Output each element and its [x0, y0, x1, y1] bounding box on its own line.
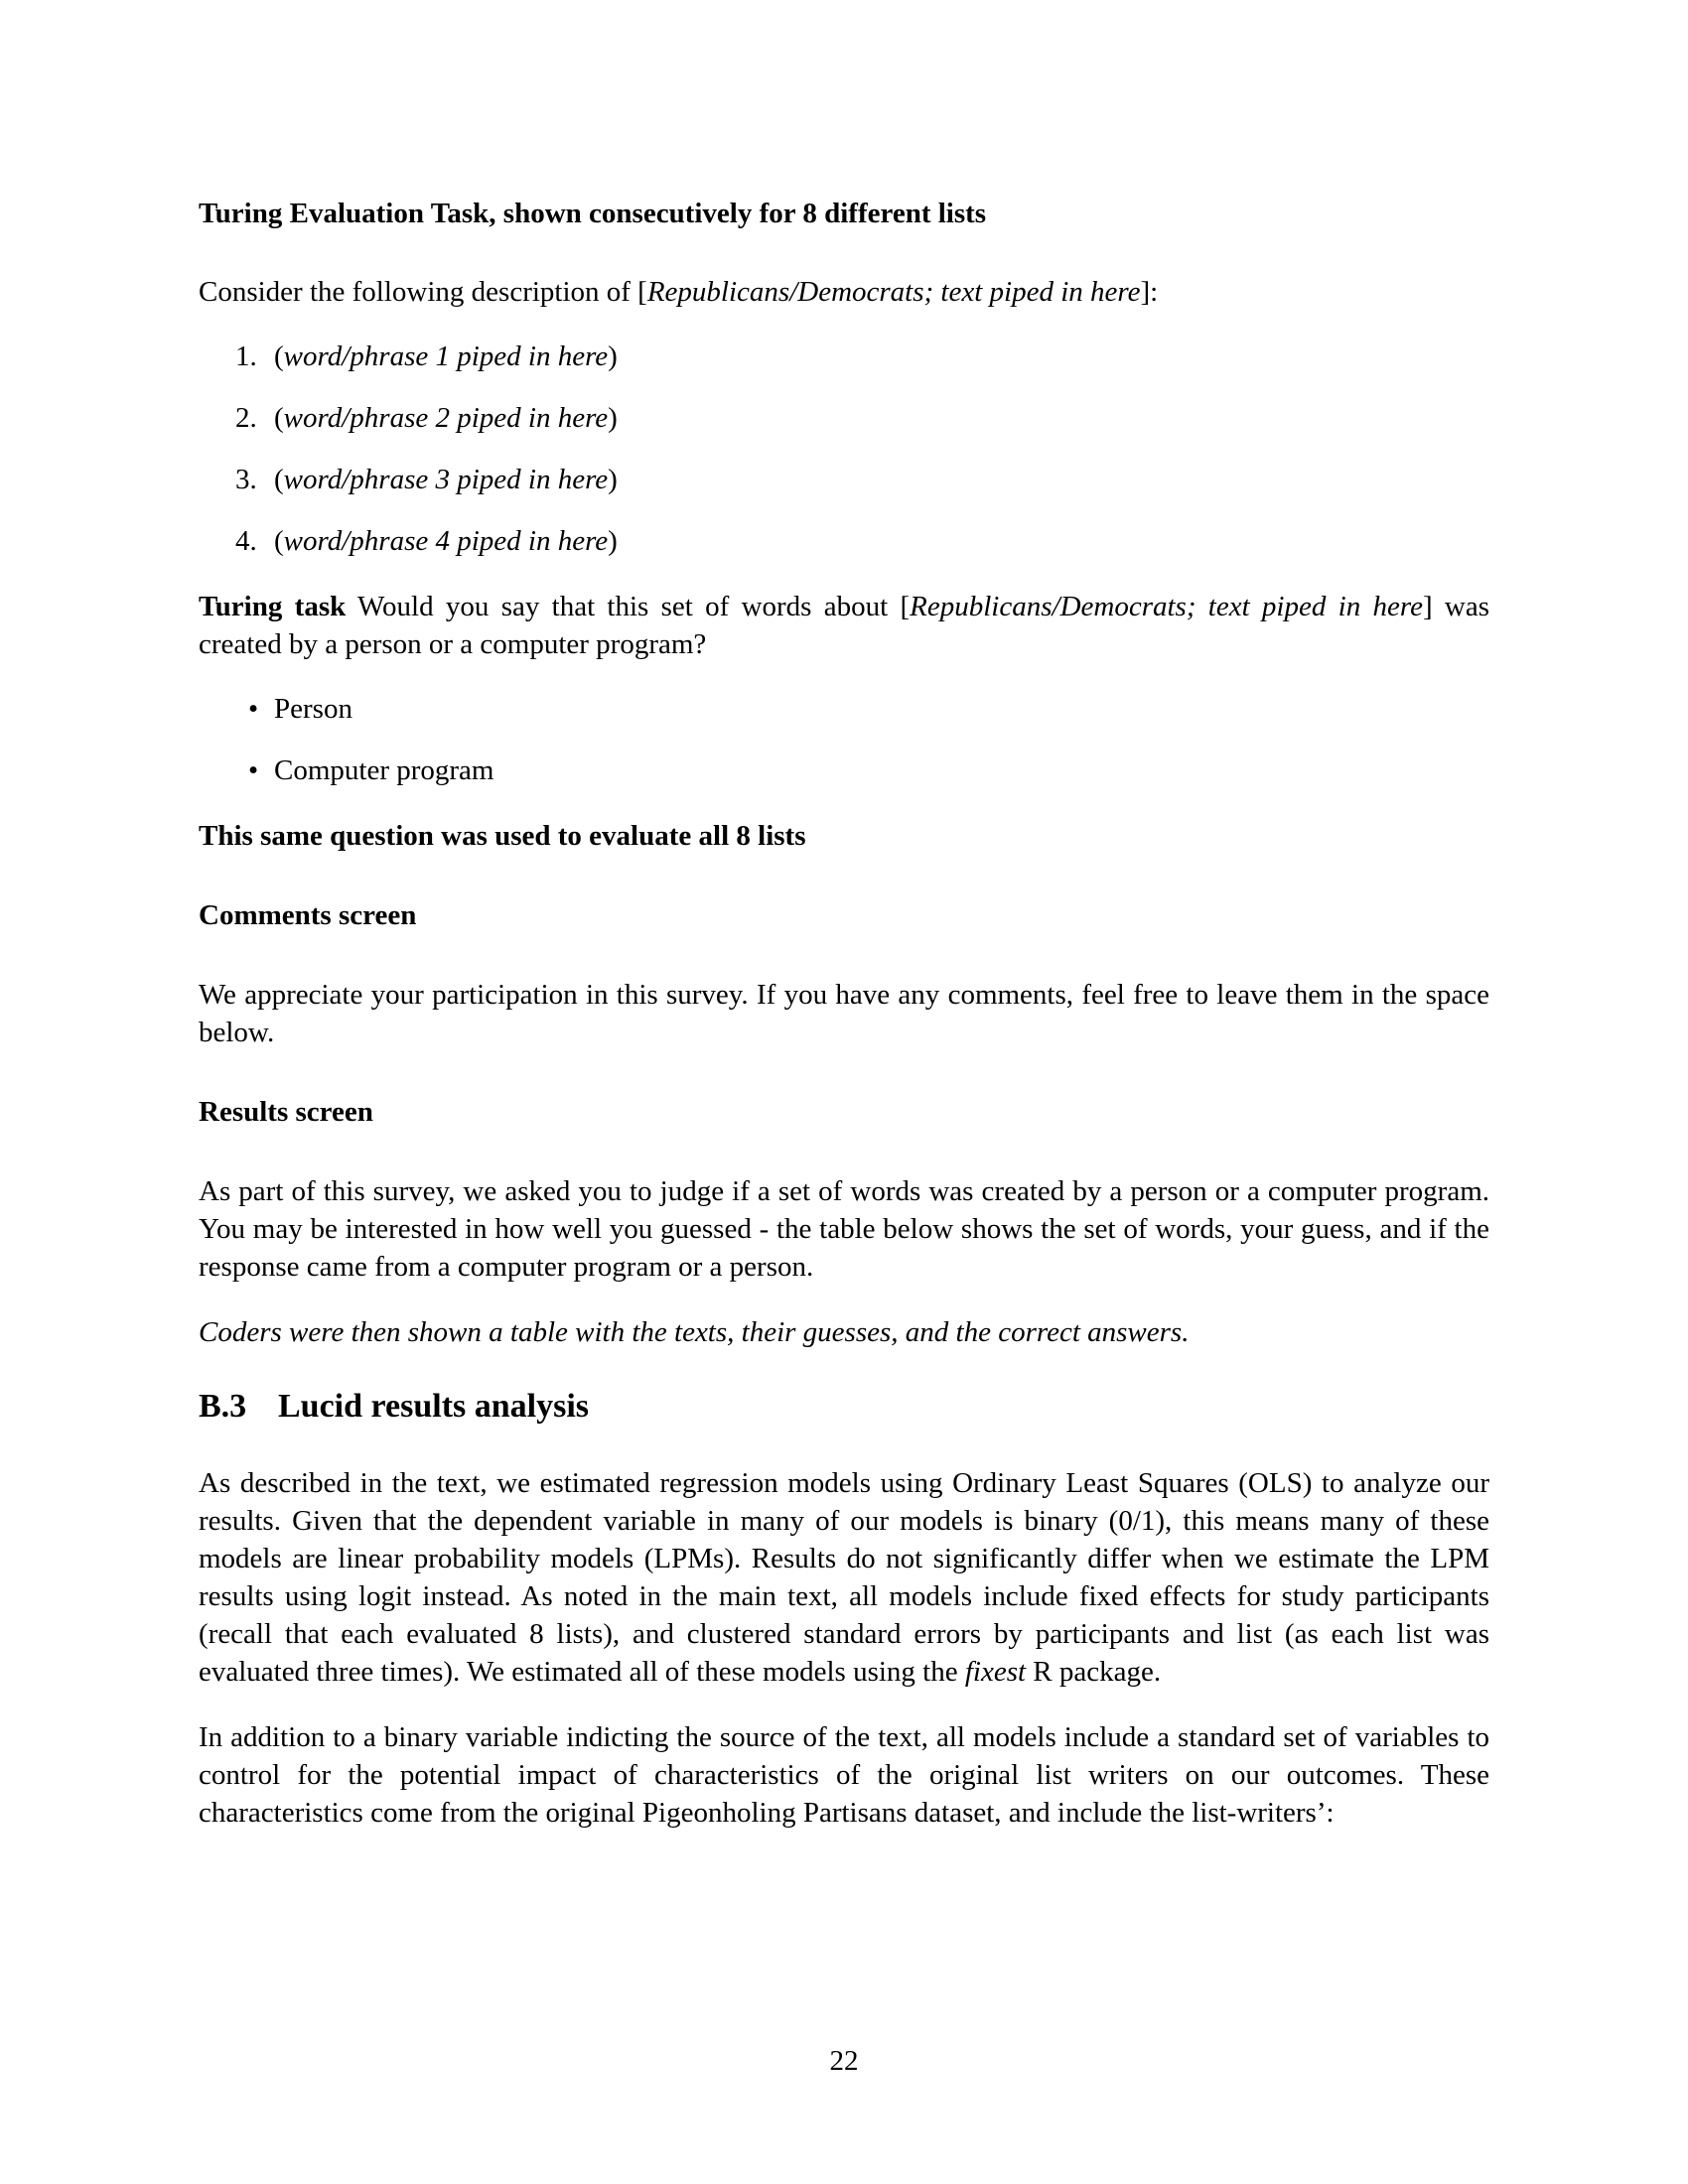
heading-comments-screen: Comments screen [199, 899, 417, 931]
comments-paragraph: We appreciate your participation in this survey. If you have any comments, feel free to leave them in the space below. [199, 979, 1489, 1048]
list-item: 3. (word/phrase 3 piped in here) [199, 461, 1489, 522]
section-heading [199, 1385, 1489, 1429]
list-item [199, 690, 1489, 751]
turing-task-paragraph: Turing task Would you say that this set of words about [Republicans/Democrats; text piped in here] was created by a person or a computer program? [199, 591, 1490, 660]
list-item: 2. (word/phrase 2 piped in here) [199, 399, 1489, 461]
bullet-icon: • [248, 693, 259, 725]
bullet-icon: • [248, 754, 259, 786]
heading-turing-evaluation: Turing Evaluation Task, shown consecutively for 8 different lists [199, 198, 987, 229]
coders-note: Coders were then shown a table with the texts, their guesses, and the correct answers. [199, 1316, 1190, 1348]
consider-before: Consider the following description of [ [199, 276, 647, 308]
list-item [199, 751, 1489, 813]
heading-same-question: This same question was used to evaluate all 8 lists [199, 820, 806, 852]
list-number: 1. [235, 341, 257, 372]
analysis-paragraph-2: In addition to a binary variable indicting the source of the text, all models include a standard set of variables to control for the potential impact of characteristics of the original list writers on our outcomes. These characteristics come from the original Pigeonholing Partisans dataset, and include the list-writers’: [199, 1721, 1489, 1829]
answer-options-list [199, 690, 1489, 813]
page-body [199, 195, 1489, 1832]
section-number: B.3 [199, 1388, 247, 1425]
consider-italic: Republicans/Democrats; text piped in here [646, 276, 1141, 308]
list-item: 4. (word/phrase 4 piped in here) [199, 522, 1489, 584]
list-number: 2. [235, 402, 257, 434]
list-number: 4. [235, 525, 257, 557]
list-number: 3. [235, 464, 257, 495]
heading-results-screen: Results screen [199, 1096, 373, 1128]
option-person: Person [274, 693, 352, 725]
word-phrase-list [199, 338, 1489, 584]
turing-task-label: Turing task [199, 591, 347, 622]
results-paragraph: As part of this survey, we asked you to judge if a set of words was created by a person or a computer program. You may be interested in how well you guessed - the table below shows the set of words, your guess, and if the response came from a computer program or a person. [199, 1175, 1489, 1283]
option-computer-program: Computer program [274, 754, 494, 786]
page-number: 22 [829, 2045, 859, 2077]
section-title: Lucid results analysis [278, 1388, 590, 1425]
consider-after: ]: [1140, 276, 1159, 308]
list-item: 1. (word/phrase 1 piped in here) [199, 338, 1489, 399]
consider-paragraph [199, 273, 1489, 311]
analysis-paragraph-1: As described in the text, we estimated regression models using Ordinary Least Squares (OLS) to analyze our results. Given that the dependent variable in many of our models is binary (0/1), this means many of these models are linear probability models (LPMs). Results do not significantly differ when we estimate the LPM results using logit instead. As noted in the main text, all models include fixed effects for study participants (recall that each evaluated 8 lists), and clustered standard errors by participants and list (as each list was evaluated three times). We estimated all of these models using the fixest R package. [199, 1467, 1489, 1688]
